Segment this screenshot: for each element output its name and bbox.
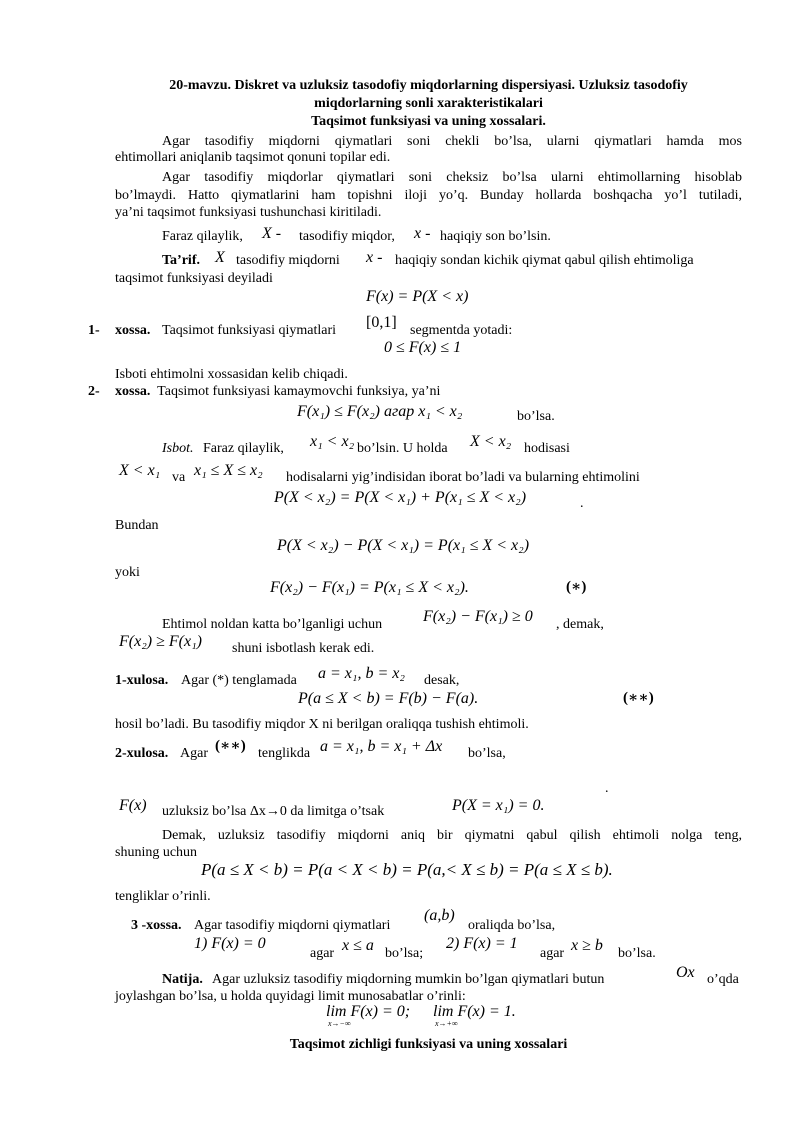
natija-text-2: o’qda (707, 972, 739, 987)
xulosa2-text-2: tenglikda (258, 746, 311, 761)
para2-line-3: ya’ni taqsimot funksiyasi tushunchasi kiritiladi. (115, 205, 382, 220)
isbot-l2-text-2: hodisalarni yig’indisidan iborat bo’ladi va bularning ehtimolini (286, 470, 640, 485)
xulosa2-formula: P(a ≤ X < b) = P(a < X < b) = P(a,< X ≤ b) = P(a ≤ X ≤ b). (201, 860, 613, 879)
natija-limit-1 (326, 1003, 410, 1028)
tarif-formula: F(x) = P(X < x) (366, 288, 469, 305)
formula-4-tag: (∗) (566, 579, 587, 595)
xulosa2-math-1: (∗∗) (215, 738, 246, 754)
isbot-label: Isbot. (162, 441, 194, 456)
xossa3-case1-agar: agar (310, 946, 335, 961)
natija-limit-2-sub: x→+∞ (435, 1019, 458, 1028)
xulosa2-l2-math-1: F(x) (119, 797, 147, 814)
faraz-math-1: X - (262, 225, 282, 242)
xossa2-text-1: Taqsimot funksiyasi kamaymovchi funksiya, ya’ni (157, 384, 441, 399)
tarif-label: Ta’rif. (162, 253, 200, 268)
last-math-1: F(x₂) ≥ F(x₁) (119, 633, 202, 650)
natija-limit-2 (433, 1003, 516, 1028)
natija-limit-1-sub: x→−∞ (328, 1019, 351, 1028)
xossa1-proof: Isboti ehtimolni xossasidan kelib chiqadi. (115, 367, 348, 382)
para2-line-1: Agar tasodifiy miqdorlar qiymatlari soni cheksiz bo’lsa ularni ehtimollarning hisoblab (162, 170, 742, 185)
xulosa2-after: tengliklar o’rinli. (115, 889, 211, 904)
xossa1-label: xossa. (115, 323, 151, 338)
ehtimol-text-1: Ehtimol noldan katta bo’lganligi uchun (162, 617, 383, 632)
xossa2-text-2: bo’lsa. (517, 409, 555, 424)
xossa3-case2-math: 2) F(x) = 1 (446, 935, 518, 952)
xossa1-formula: 0 ≤ F(x) ≤ 1 (384, 339, 462, 356)
xossa3-math-1: (a,b) (424, 907, 455, 924)
xulosa2-l2-math-2: P(X = x₁) = 0. (452, 797, 545, 814)
tarif-text-1: tasodifiy miqdorni (236, 253, 340, 268)
isbot-l2-text-1: va (172, 470, 186, 485)
formula-4: F(x₂) − F(x₁) = P(x₁ ≤ X < x₂). (270, 579, 469, 596)
xulosa2-text-3: bo’lsa, (468, 746, 506, 761)
xossa3-case2-cond: x ≥ b (571, 937, 603, 954)
title-line-2: miqdorlarning sonli xarakteristikalari (314, 96, 543, 111)
para1-line-2: ehtimollari aniqlanib taqsimot qonuni topilar edi. (115, 150, 391, 165)
isbot-text-2: bo’lsin. U holda (357, 441, 448, 456)
faraz-text-3: haqiqiy son bo’lsin. (440, 229, 551, 244)
xossa1-text-2: segmentda yotadi: (410, 323, 513, 338)
xossa3-case1-cond: x ≤ a (342, 937, 374, 954)
formula-3: P(X < x₂) − P(X < x₁) = P(x₁ ≤ X < x₂) (277, 537, 530, 554)
para1-line-1: Agar tasodifiy miqdorni qiymatlari soni chekli bo’lsa, ularni qiymatlari hamda mos (162, 134, 742, 149)
xulosa2-label: 2-xulosa. (115, 746, 169, 761)
xulosa1-formula: P(a ≤ X < b) = F(b) − F(a). (298, 690, 479, 707)
faraz-text-2: tasodifiy miqdor, (299, 229, 395, 244)
isbot-math-2: X < x₂ (470, 433, 512, 450)
natija-label: Natija. (162, 972, 203, 987)
xossa3-text-2: oraliqda bo’lsa, (468, 918, 556, 933)
xossa1-math-1: [0,1] (366, 314, 397, 331)
tarif-math-1: X (215, 249, 225, 266)
xulosa1-text-2: desak, (424, 673, 460, 688)
faraz-text-1: Faraz qilaylik, (162, 229, 243, 244)
isbot-l2-math-2: x₁ ≤ X ≤ x₂ (194, 462, 263, 479)
demak-line-1: Demak, uzluksiz tasodifiy miqdorni aniq bir qiymatni qabul qilish ehtimoli nolga teng, (162, 828, 742, 843)
xulosa1-after: hosil bo’ladi. Bu tasodifiy miqdor X ni berilgan oraliqqa tushish ehtimoli. (115, 717, 529, 732)
isbot-l2-math-1: X < x₁ (119, 462, 161, 479)
isbot-math-1: x₁ < x₂ (310, 433, 355, 450)
xulosa1-math-1: a = x₁, b = x₂ (318, 665, 405, 682)
xossa1-text-1: Taqsimot funksiyasi qiymatlari (162, 323, 336, 338)
natija-text-1: Agar uzluksiz tasodifiy miqdorning mumkin bo’lgan qiymatlari butun (212, 972, 605, 987)
xulosa2-text-1: Agar (180, 746, 208, 761)
formula-2: P(X < x₂) = P(X < x₁) + P(x₁ ≤ X < x₂) (274, 489, 527, 506)
title-line-3: Taqsimot funksiyasi va uning xossalari. (311, 114, 546, 129)
xulosa1-tag: (∗∗) (623, 690, 654, 706)
xulosa1-text-1: Agar (*) tenglamada (181, 673, 297, 688)
tarif-text-2: haqiqiy sondan kichik qiymat qabul qilish ehtimoliga (395, 253, 694, 268)
xossa2-label: xossa. (115, 384, 151, 399)
xulosa2-l2-text-1: uzluksiz bo’lsa Δx→0 da limitga o’tsak (162, 804, 385, 819)
isbot-text-1: Faraz qilaylik, (203, 441, 284, 456)
natija-limit-1-expr: lim F(x) = 0; (326, 1003, 411, 1020)
faraz-math-2: x - (414, 225, 431, 242)
bundan-text: Bundan (115, 518, 159, 533)
xossa3-case2-text: bo’lsa. (618, 946, 656, 961)
ehtimol-text-2: , demak, (556, 617, 604, 632)
isbot-text-3: hodisasi (524, 441, 570, 456)
ehtimol-math-1: F(x₂) − F(x₁) ≥ 0 (423, 608, 533, 625)
formula-2-dot: . (580, 496, 584, 511)
yoki-text: yoki (115, 565, 140, 580)
title-line-1: 20-mavzu. Diskret va uzluksiz tasodofiy miqdorlarning dispersiyasi. Uzluksiz tasodofiy (169, 78, 688, 93)
para2-line-2: bo’lmaydi. Hatto qiymatlarini ham topishni iloji yo’q. Bunday hollarda boshqacha yo’l tutiladi, (115, 188, 742, 203)
xossa3-case2-agar: agar (540, 946, 565, 961)
xossa1-number: 1- (88, 323, 100, 338)
xulosa2-math-2: a = x₁, b = x₁ + Δx (320, 738, 443, 755)
xossa2-number: 2- (88, 384, 100, 399)
xulosa2-dot: . (605, 781, 609, 796)
xossa3-text-1: Agar tasodifiy miqdorni qiymatlari (194, 918, 391, 933)
tarif-line-2: taqsimot funksiyasi deyiladi (115, 271, 273, 286)
next-section-heading: Taqsimot zichligi funksiyasi va uning xossalari (289, 1037, 568, 1052)
natija-line-2: joylashgan bo’lsa, u holda quyidagi limit munosabatlar o’rinli: (115, 989, 466, 1004)
xossa3-case1-math: 1) F(x) = 0 (194, 935, 266, 952)
demak-line-2: shuning uchun (115, 845, 198, 860)
tarif-math-2: x - (366, 249, 383, 266)
natija-limit-2-expr: lim F(x) = 1. (433, 1003, 516, 1020)
xossa3-label: 3 -xossa. (131, 918, 182, 933)
xulosa1-label: 1-xulosa. (115, 673, 169, 688)
xossa2-formula: F(x₁) ≤ F(x₂) агар x₁ < x₂ (297, 403, 463, 420)
last-text-1: shuni isbotlash kerak edi. (232, 641, 375, 656)
xossa2-line (115, 384, 440, 400)
xossa3-case1-text: bo’lsa; (385, 946, 424, 961)
natija-math-1: Ox (676, 964, 695, 981)
